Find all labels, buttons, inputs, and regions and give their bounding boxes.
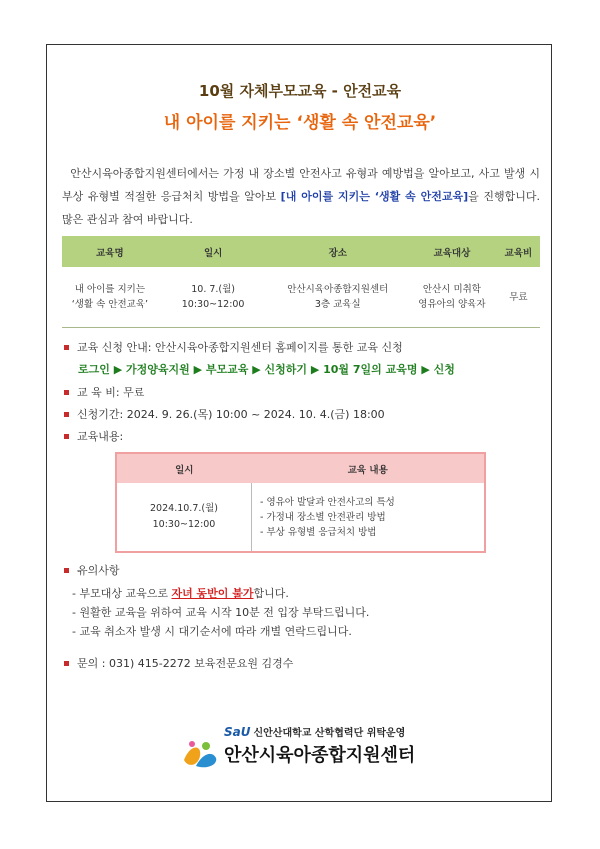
header-date: 일시	[116, 453, 252, 483]
bullet-icon	[64, 345, 69, 350]
cell-date-line1: 10. 7.(월)	[191, 284, 236, 295]
notes-label	[64, 562, 120, 578]
cell-date-line1: 2024.10.7.(월)	[150, 503, 218, 514]
cell-name-line2: ‘생활 속 안전교육’	[71, 299, 149, 310]
page-title: 10월 자체부모교육 - 안전교육	[198, 82, 402, 100]
note-item: - 원활한 교육을 위하여 교육 시작 10분 전 입장 부탁드립니다.	[72, 606, 370, 619]
header-fee: 교육비	[497, 236, 540, 267]
education-content-table	[115, 452, 486, 553]
intro-highlight: [내 아이를 지키는 ‘생활 속 안전교육]	[280, 190, 469, 203]
bullet-icon	[64, 390, 69, 395]
education-summary-table	[62, 236, 540, 328]
note-item: - 교육 취소자 발생 시 대기순서에 따라 개별 연락드립니다.	[72, 625, 352, 638]
period-info	[64, 406, 385, 422]
table-header-row	[62, 236, 540, 267]
content-label-text: 교육내용:	[77, 430, 124, 443]
footer-logo	[180, 724, 440, 774]
period-info-text: 신청기간: 2024. 9. 26.(목) 10:00 ~ 2024. 10. 4.(금) 18:00	[77, 408, 385, 421]
header-target: 교육대상	[407, 236, 497, 267]
sau-logo-text: SaU	[224, 725, 251, 739]
cell-date	[116, 483, 252, 552]
intro-text-before: 안산시육아종합지원센터에서는 가정 내 장소별 안전사고 유형과 예방법을 알아보고, 사고 발생 시 부상 유형별 적절한 응급처치 방법을 알아보	[62, 167, 540, 203]
apply-info	[64, 339, 403, 355]
note-item	[72, 584, 369, 603]
cell-date-line2: 10:30~12:00	[152, 519, 216, 530]
note-warning: 자녀 동반이 불가	[171, 587, 254, 600]
content-label	[64, 428, 123, 444]
header-content: 교육 내용	[252, 453, 486, 483]
intro-paragraph	[62, 162, 540, 231]
bullet-icon	[64, 661, 69, 666]
apply-path: 로그인 ▶ 가정양육지원 ▶ 부모교육 ▶ 신청하기 ▶ 10월 7일의 교육명 ▶ 신청	[78, 363, 455, 376]
bullet-icon	[64, 412, 69, 417]
contact-info	[64, 655, 293, 671]
cell-content	[252, 483, 486, 552]
fee-info	[64, 384, 144, 400]
bullet-icon	[64, 568, 69, 573]
cell-name	[62, 267, 158, 328]
bullet-icon	[64, 434, 69, 439]
content-item: - 부상 유형별 응급처치 방법	[260, 526, 377, 538]
notes-label-text: 유의사항	[77, 564, 120, 577]
note-text: - 부모대상 교육으로	[72, 587, 172, 600]
content-item: - 영유아 발달과 안전사고의 특성	[260, 496, 395, 508]
cell-date-line2: 10:30~12:00	[181, 299, 245, 310]
cell-name-line1: 내 아이를 지키는	[74, 284, 146, 295]
cell-place-line1: 안산시육아종합지원센터	[287, 284, 389, 295]
header-place: 장소	[269, 236, 408, 267]
cell-fee: 무료	[497, 267, 540, 328]
table-row	[62, 267, 540, 328]
header-name: 교육명	[62, 236, 158, 267]
contact-text: 문의 : 031) 415-2272 보육전문요원 김경수	[77, 657, 294, 670]
page-frame	[46, 44, 552, 802]
cell-place	[269, 267, 408, 328]
note-text: 합니다.	[253, 587, 289, 600]
header-date: 일시	[158, 236, 269, 267]
page-subtitle: 내 아이를 지키는 ‘생활 속 안전교육’	[163, 113, 437, 133]
fee-info-text: 교 육 비: 무료	[77, 386, 145, 399]
cell-target	[407, 267, 497, 328]
footer-org-top	[224, 724, 405, 739]
content-item: - 가정내 장소별 안전관리 방법	[260, 511, 386, 523]
footer-org-main: 안산시육아종합지원센터	[224, 745, 416, 766]
cell-target-line2: 영유아의 양육자	[418, 299, 486, 310]
apply-info-text: 교육 신청 안내: 안산시육아종합지원센터 홈페이지를 통한 교육 신청	[77, 341, 403, 354]
cell-target-line1: 안산시 미취학	[422, 284, 481, 295]
notes-list	[72, 584, 369, 641]
footer-org-top-text: 신안산대학교 산학협력단 위탁운영	[253, 728, 406, 739]
center-logo-icon	[180, 738, 220, 772]
cell-place-line2: 3층 교육실	[314, 299, 361, 310]
intro-text-after: 을 진행합니다. 많은 관심과 참여 바랍니다.	[62, 190, 540, 226]
table-row	[116, 483, 485, 552]
table-header-row	[116, 453, 485, 483]
cell-date	[158, 267, 269, 328]
